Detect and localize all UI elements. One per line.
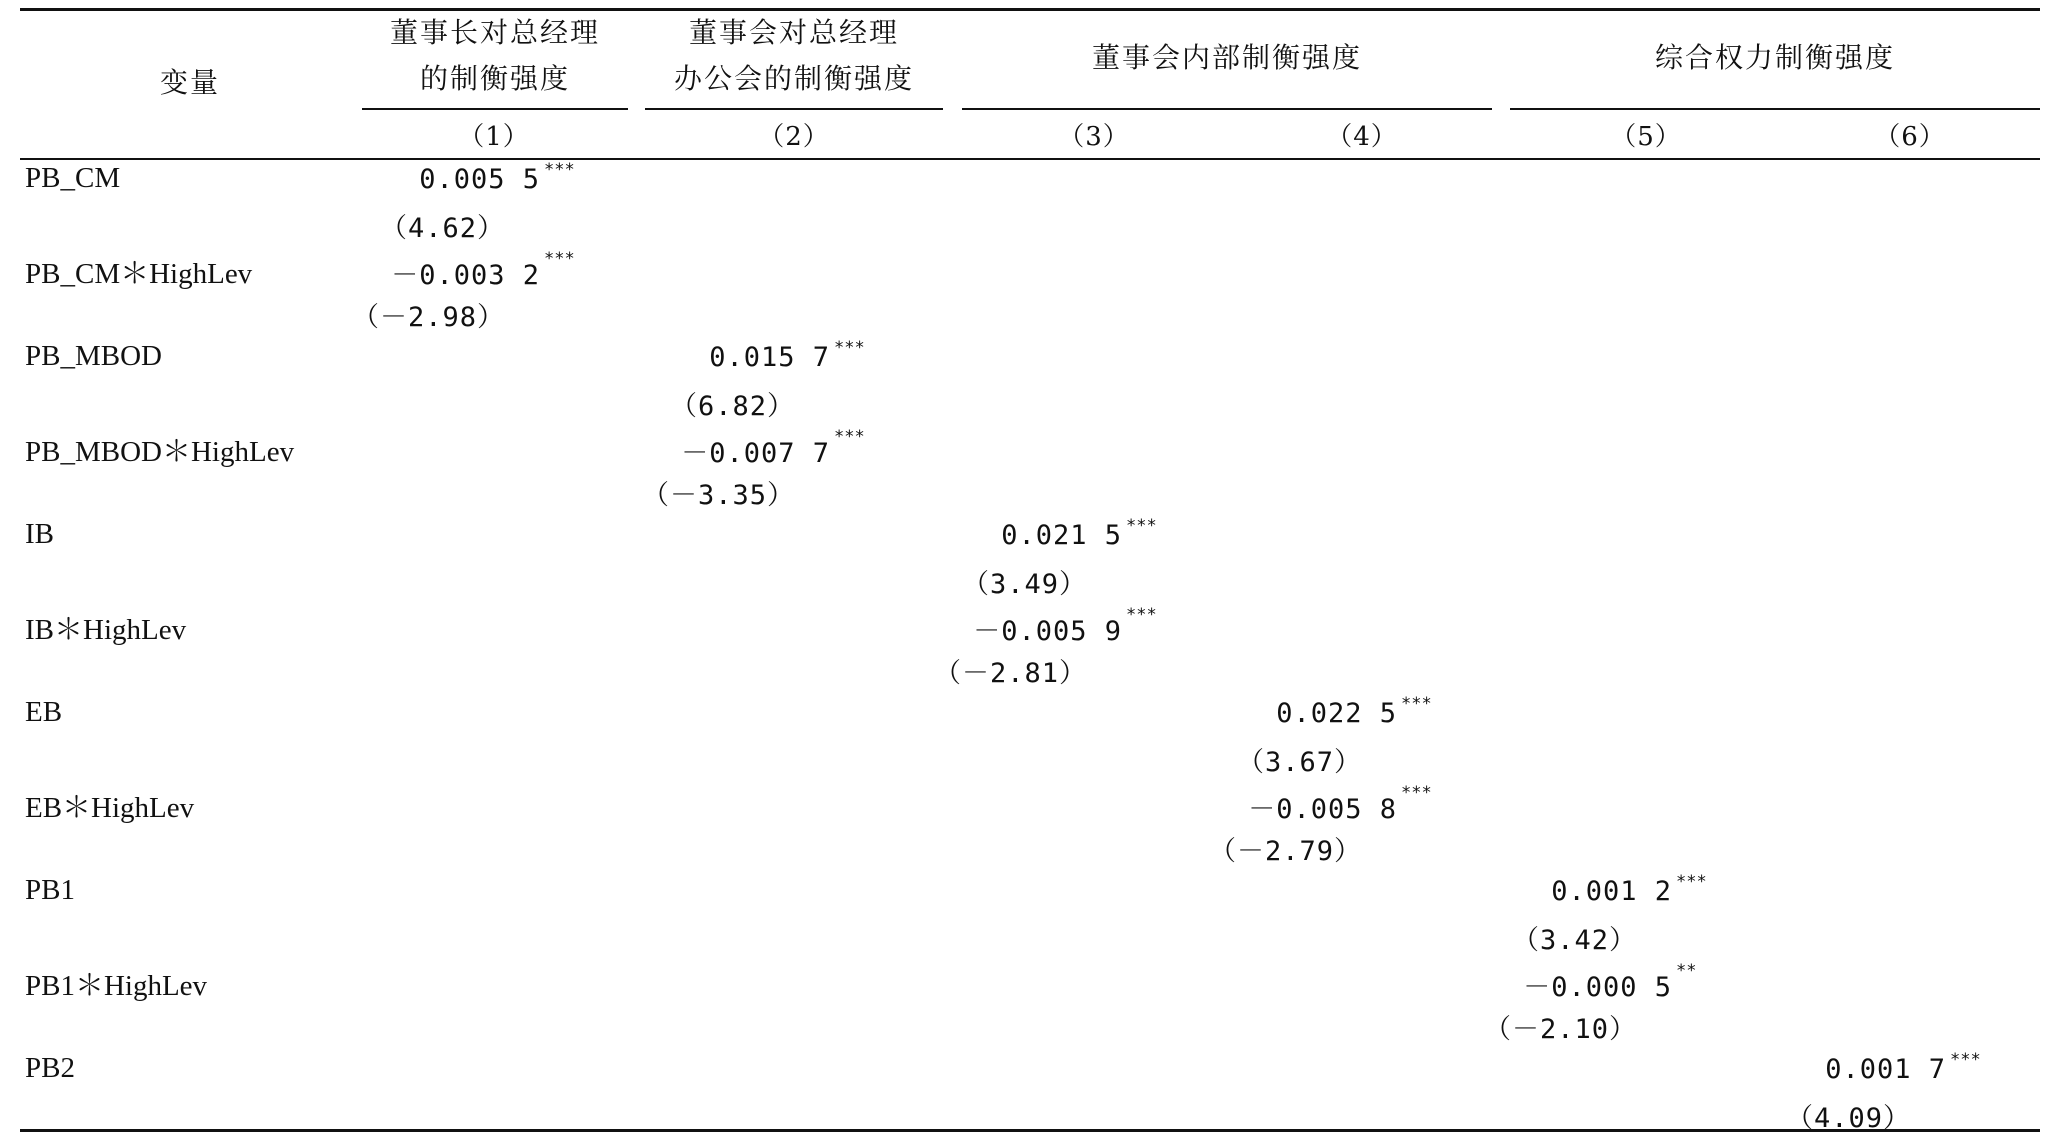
row-variable-label: PB_MBOD＊HighLev bbox=[25, 436, 295, 468]
group-rule-1 bbox=[362, 108, 628, 110]
significance-stars: *** bbox=[834, 427, 865, 447]
group-header-3: 董事会内部制衡强度 bbox=[1091, 41, 1362, 74]
coefficient-value: 0.001 2 bbox=[1551, 876, 1672, 907]
coefficient-value: －0.003 2 bbox=[391, 260, 540, 291]
significance-stars: *** bbox=[1401, 694, 1432, 714]
group-header-4: 综合权力制衡强度 bbox=[1654, 41, 1895, 74]
t-statistic: （3.49） bbox=[961, 569, 1087, 600]
t-statistic: （－2.10） bbox=[1483, 1014, 1637, 1045]
group-header-2-line1: 董事会对总经理 bbox=[688, 16, 899, 49]
significance-stars: *** bbox=[1676, 872, 1707, 892]
significance-stars: *** bbox=[544, 249, 575, 269]
top-rule bbox=[20, 8, 2040, 11]
row-variable-label: IB bbox=[25, 518, 54, 550]
row-variable-label: EB＊HighLev bbox=[25, 792, 195, 824]
header-bottom-rule bbox=[20, 158, 2040, 160]
coefficient-value: －0.005 9 bbox=[973, 616, 1122, 647]
row-variable-label: PB_CM＊HighLev bbox=[25, 258, 253, 290]
row-variable-label: PB2 bbox=[25, 1052, 75, 1084]
t-statistic: （－3.35） bbox=[641, 480, 795, 511]
column-number-3: （3） bbox=[1058, 122, 1130, 152]
significance-stars: *** bbox=[1126, 605, 1157, 625]
row-variable-label: EB bbox=[25, 696, 63, 728]
t-statistic: （－2.81） bbox=[933, 658, 1087, 689]
group-header-1-line2: 的制衡强度 bbox=[419, 62, 570, 95]
column-number-4: （4） bbox=[1326, 122, 1398, 152]
t-statistic: （4.62） bbox=[379, 213, 505, 244]
coefficient-value: 0.021 5 bbox=[1001, 520, 1122, 551]
group-rule-2 bbox=[645, 108, 943, 110]
column-number-2: （2） bbox=[758, 122, 830, 152]
coefficient-value: －0.000 5 bbox=[1523, 972, 1672, 1003]
significance-stars: *** bbox=[834, 338, 865, 358]
significance-stars: *** bbox=[1950, 1050, 1981, 1070]
significance-stars: *** bbox=[1401, 783, 1432, 803]
group-header-1 bbox=[362, 10, 628, 102]
t-statistic: （4.09） bbox=[1785, 1103, 1911, 1134]
row-variable-label: PB_CM bbox=[25, 162, 121, 194]
row-variable-label: IB＊HighLev bbox=[25, 614, 187, 646]
t-statistic: （6.82） bbox=[669, 391, 795, 422]
t-statistic: （3.67） bbox=[1236, 747, 1362, 778]
significance-stars: *** bbox=[1126, 516, 1157, 536]
coefficient-value: －0.007 7 bbox=[681, 438, 830, 469]
group-header-1-line1: 董事长对总经理 bbox=[389, 16, 600, 49]
coefficient-value: 0.022 5 bbox=[1276, 698, 1397, 729]
group-header-2-line2: 办公会的制衡强度 bbox=[673, 62, 914, 95]
coefficient-value: －0.005 8 bbox=[1248, 794, 1397, 825]
significance-stars: ** bbox=[1676, 961, 1697, 981]
t-statistic: （－2.79） bbox=[1208, 836, 1362, 867]
column-number-5: （5） bbox=[1610, 122, 1682, 152]
group-rule-4 bbox=[1510, 108, 2040, 110]
significance-stars: *** bbox=[544, 160, 575, 180]
t-statistic: （3.42） bbox=[1511, 925, 1637, 956]
coefficient-value: 0.015 7 bbox=[709, 342, 830, 373]
t-statistic: （－2.98） bbox=[351, 302, 505, 333]
coefficient-value: 0.001 7 bbox=[1825, 1054, 1946, 1085]
row-variable-label: PB_MBOD bbox=[25, 340, 162, 372]
column-number-6: （6） bbox=[1874, 122, 1946, 152]
coefficient-value: 0.005 5 bbox=[419, 164, 540, 195]
variable-header: 变量 bbox=[159, 66, 220, 99]
group-rule-3 bbox=[962, 108, 1492, 110]
row-variable-label: PB1＊HighLev bbox=[25, 970, 208, 1002]
column-number-1: （1） bbox=[458, 122, 530, 152]
row-variable-label: PB1 bbox=[25, 874, 75, 906]
group-header-2 bbox=[645, 10, 943, 102]
